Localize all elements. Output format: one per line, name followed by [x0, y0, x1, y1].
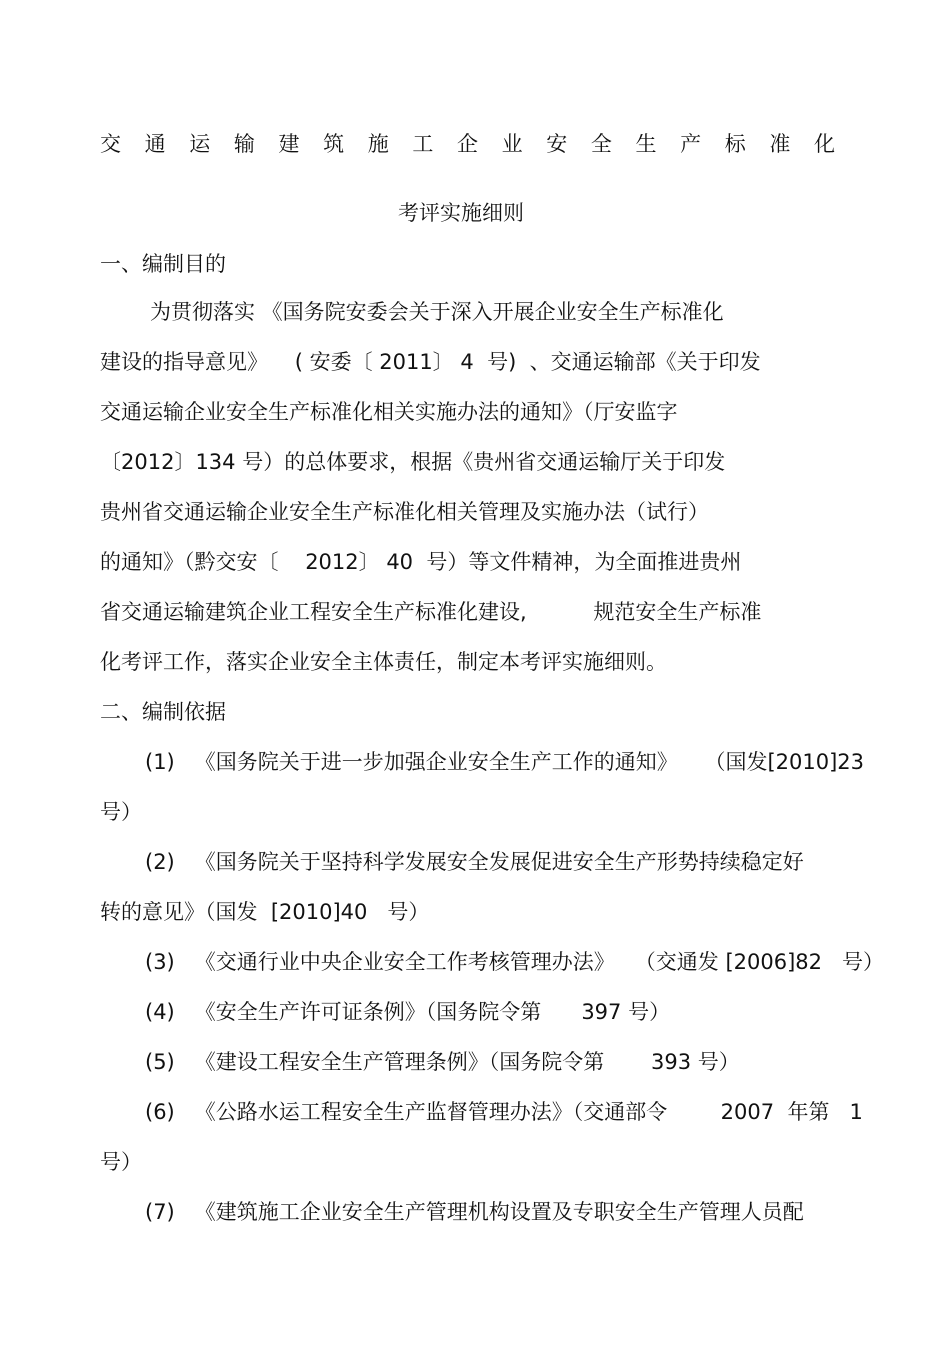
title-char: 施: [367, 132, 389, 156]
title-char: 企: [457, 132, 478, 156]
title-char: 标: [724, 132, 746, 156]
section1-line: 化考评工作，落实企业安全主体责任，制定本考评实施细则。: [100, 650, 667, 674]
title-char: 生: [635, 132, 657, 156]
section1-heading: 一、编制目的: [100, 252, 226, 276]
document-title-line2: 考评实施细则: [398, 201, 524, 225]
section1-line: 〔2012〕134 号）的总体要求，根据《贵州省交通运输厅关于印发: [100, 450, 726, 474]
title-char: 交: [100, 132, 121, 156]
section1-line: 省交通运输建筑企业工程安全生产标准化建设, 规范安全生产标准: [100, 600, 762, 624]
section1-line: 贵州省交通运输企业安全生产标准化相关管理及实施办法（试行）: [100, 500, 709, 524]
document-title-line1: [100, 130, 835, 158]
title-char: 通: [144, 132, 166, 156]
title-char: 准: [769, 132, 791, 156]
title-char: 建: [278, 132, 300, 156]
reference-item: (7) 《建筑施工企业安全生产管理机构设置及专职安全生产管理人员配: [145, 1200, 804, 1224]
title-char: 产: [680, 132, 702, 156]
section1-line: 的通知》（黔交安〔 2012〕 40 号）等文件精神，为全面推进贵州: [100, 550, 742, 574]
section1-line: 交通运输企业安全生产标准化相关实施办法的通知》（厅安监字: [100, 400, 678, 424]
section1-line: 建设的指导意见》 ( 安委〔 2011〕 4 号) 、交通运输部《关于印发: [100, 350, 761, 374]
title-char: 工: [412, 132, 434, 156]
reference-item-continuation: 号）: [100, 1150, 142, 1174]
reference-item: (5) 《建设工程安全生产管理条例》（国务院令第 393 号）: [145, 1050, 740, 1074]
title-char: 运: [189, 132, 211, 156]
reference-item: (6) 《公路水运工程安全生产监督管理办法》（交通部令 2007 年第 1: [145, 1100, 863, 1124]
title-char: 安: [546, 132, 568, 156]
section1-line: 为贯彻落实 《国务院安委会关于深入开展企业安全生产标准化: [150, 300, 724, 324]
title-char: 化: [814, 132, 835, 156]
title-char: 业: [501, 132, 523, 156]
reference-item: (2) 《国务院关于坚持科学发展安全发展促进安全生产形势持续稳定好: [145, 850, 804, 874]
reference-item: (4) 《安全生产许可证条例》（国务院令第 397 号）: [145, 1000, 671, 1024]
title-char: 筑: [323, 132, 345, 156]
reference-item: (1) 《国务院关于进一步加强企业安全生产工作的通知》 （国发[2010]23: [145, 750, 865, 774]
title-char: 全: [590, 132, 612, 156]
reference-item-continuation: 转的意见》（国发 [2010]40 号）: [100, 900, 430, 924]
title-char: 输: [233, 132, 255, 156]
reference-item-continuation: 号）: [100, 800, 142, 824]
section2-heading: 二、编制依据: [100, 700, 226, 724]
reference-item: (3) 《交通行业中央企业安全工作考核管理办法》 （交通发 [2006]82 号）: [145, 950, 885, 974]
